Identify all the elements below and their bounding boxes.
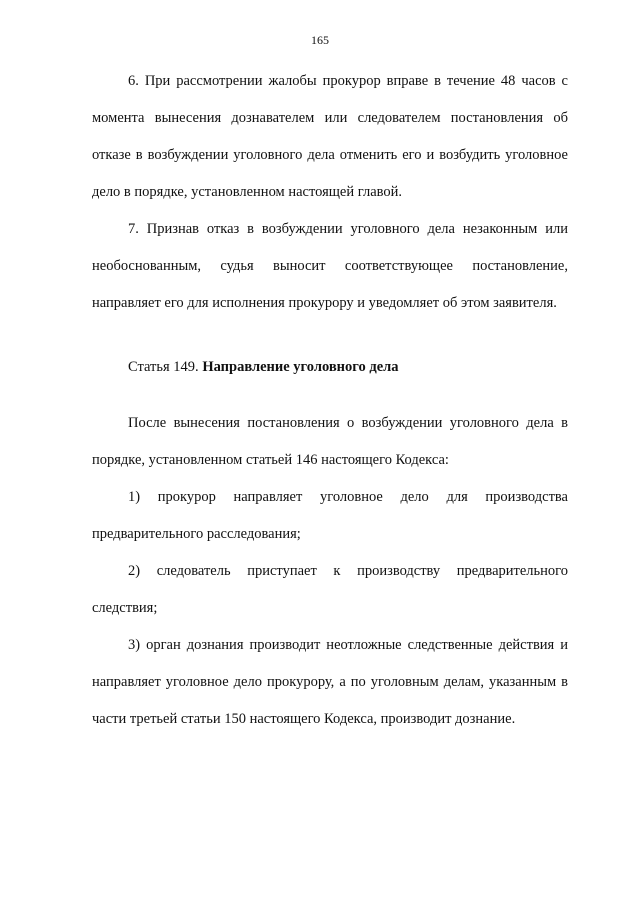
upper-text-block [92, 63, 568, 322]
article-number: Статья 149. [128, 359, 199, 375]
paragraph-item-7: 7. Признав отказ в возбуждении уголовного дела незаконным или необоснованным, судья выносит соответствующее постановление, направляет его для исполнения прокурору и уведомляет об этом заявителя. [92, 221, 568, 311]
list-item-1: 1) прокурор направляет уголовное дело для производства предварительного расследования; [92, 489, 568, 542]
article-title: Направление уголовного дела [202, 359, 399, 375]
article-heading [92, 349, 568, 386]
paragraph-intro: После вынесения постановления о возбуждении уголовного дела в порядке, установленном статьей 146 настоящего Кодекса: [92, 415, 568, 468]
paragraph-item-6: 6. При рассмотрении жалобы прокурор вправе в течение 48 часов с момента вынесения дознавателем или следователем постановления об отказе в возбуждении уголовного дела отменить его и возбудить уголовное дело в порядке, установленном настоящей главой. [92, 73, 568, 200]
lower-text-block [92, 405, 568, 738]
list-item-3: 3) орган дознания производит неотложные следственные действия и направляет уголовное дело прокурору, а по уголовным делам, указанным в части третьей статьи 150 настоящего Кодекса, производит дознание. [92, 637, 568, 727]
page-number: 165 [311, 33, 329, 47]
list-item-2: 2) следователь приступает к производству предварительного следствия; [92, 563, 568, 616]
article-heading-line [92, 349, 568, 386]
